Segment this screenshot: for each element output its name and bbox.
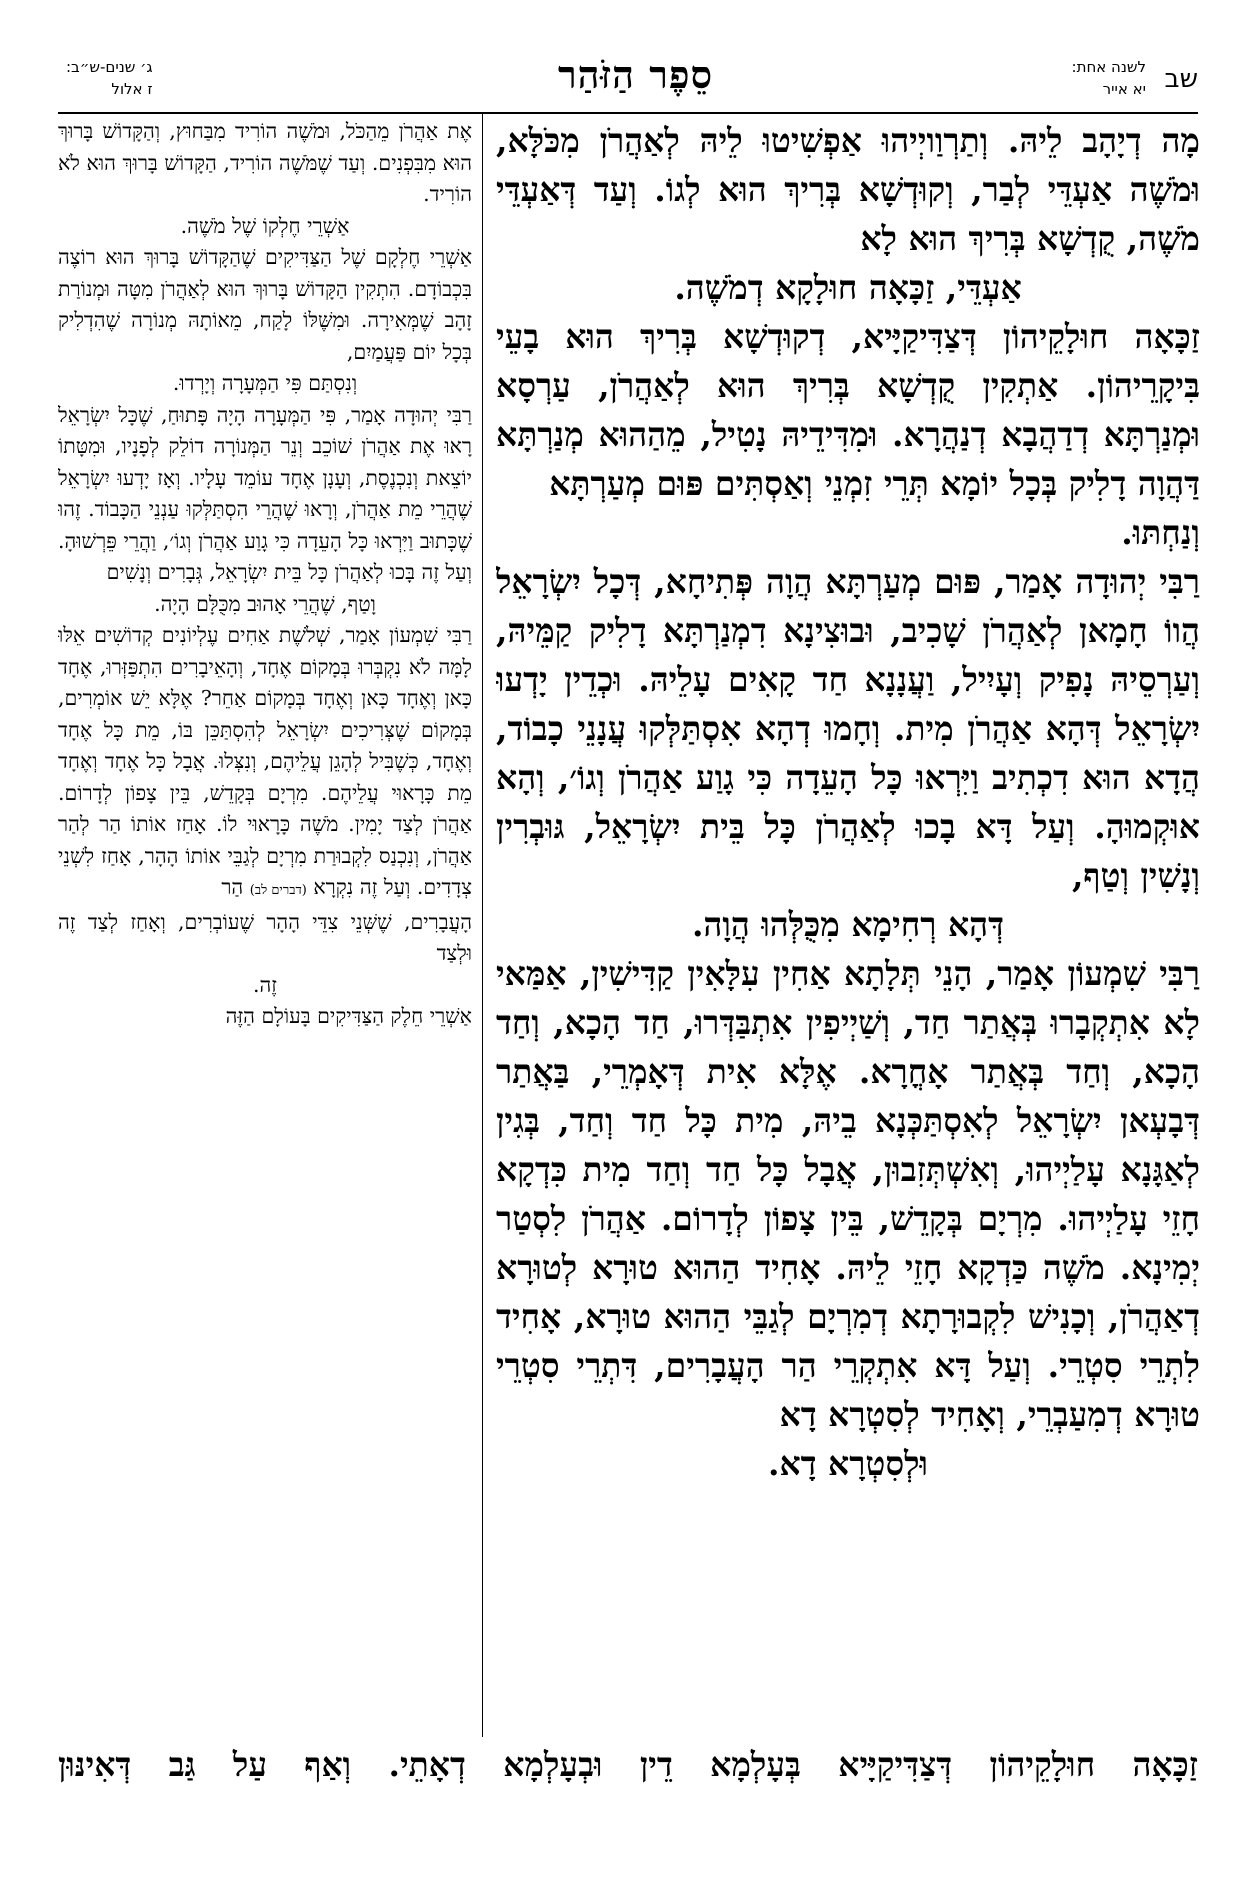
- side-paragraph: וָטַף, שֶׁהֲרֵי אָהוּב מִכֻּלָּם הָיָה.: [154, 591, 376, 616]
- study-schedule-one-year: [1072, 56, 1146, 100]
- side-paragraph: זֶה.: [252, 972, 278, 997]
- side-paragraph: [58, 620, 472, 907]
- side-paragraph: אַשְׁרֵי חֵלֶק הַצַּדִּיקִים בָּעוֹלָם הַזֶּה: [225, 1004, 472, 1028]
- main-paragraph: דְּהָא רְחִימָא מִכֻּלְּהוּ הֲוָה.: [691, 905, 1005, 944]
- page-header: [58, 52, 1198, 108]
- side-paragraph: אַשְׁרֵי חֶלְקָם שֶׁל הַצַּדִּיקִים שֶׁהַקָּדוֹשׁ בָּרוּךְ הוּא רוֹצֶה בִּכְבוֹדָם. הִתְקִין הַקָּדוֹשׁ בָּרוּךְ הוּא לְאַהֲרֹן מִטָּה וּמְנוֹרַת זָהָב שֶׁמְּאִירָה. וּמִשֶּׁלּוֹ לָקַח, מֵאוֹתָהּ מְנוֹרָה שֶׁהִדְלִיק בְּכָל יוֹם פַּעֲמַיִם,: [58, 245, 472, 364]
- side-paragraph: וְנִסְתַּם פִּי הַמְּעָרָה וְיָרְדוּ.: [172, 371, 358, 395]
- side-paragraph: הָעֲבָרִים, שֶׁשְּׁנֵי צִדֵּי הָהָר שֶׁעוֹבְרִים, וְאָחַז לְצַד זֶה וּלְצַד: [58, 909, 472, 965]
- main-paragraph: רַבִּי שִׁמְעוֹן אָמַר, הָנֵי תְּלָתָא אַחִין עִלָּאִין קַדִּישִׁין, אַמַּאי לָא אִתְקְבָרוּ בְּאֲתַר חַד, וְשַׁיְיפִין אִתְבַּדְּרוּ, חַד הָכָא, וְחַד הָכָא, וְחַד בְּאֲתַר אָחֳרָא. אֶלָּא אִית דְּאָמְרֵי, בַּאֲתַר דְּבָעְאן יִשְׂרָאֵל לְאִסְתַּכְּנָא בֵיהּ, מִית כָּל חַד וְחַד, בְּגִין לְאַגָּנָא עָלַיְיהוּ, וְאִשְׁתְּזִבוּן, אֲבָל כָּל חַד וְחַד מִית כִּדְקָא חָזֵי עָלַיְיהוּ. מִרְיָם בְּקָדֵשׁ, בֵּין צָפוֹן לְדָרוֹם. אַהֲרֹן לִסְטַר יְמִינָא. מֹשֶׁה כַּדְקָא חָזֵי לֵיהּ. אָחִיד הַהוּא טוּרָא לְטוּרָא דְאַהֲרֹן, וְכָנִישׁ לִקְבוּרָתָא דְמִרְיָם לְגַבֵּי הַהוּא טוּרָא, אָחִיד לִתְרֵי סִטְרֵי. וְעַל דָּא אִתְקְרֵי הַר הָעֲבָרִים, דִּתְרֵי סִטְרֵי טוּרָא דְמִעַבְרֵי, וְאָחִיד לְסִטְרָא דָא: [496, 954, 1200, 1434]
- main-paragraph: זַכָּאָה חוּלָקֵיהוֹן דְּצַדִּיקַיָּיא, דְקוּדְשָׁא בְּרִיךְ הוּא בָעֵי בִּיקָרֵיהוֹן. אַתְקִין קֻדְשָׁא בְּרִיךְ הוּא לְאַהֲרֹן, עַרְסָא וּמְנַרְתָּא דְדַהֲבָא דְנַהֲרָא. וּמִדִּידֵיהּ נָטִיל, מֵהַהוּא מְנַרְתָּא דַּהֲוָה דָלִיק בְּכָל יוֹמָא תְּרֵי זִמְנֵי וְאַסְתִּים פּוּם מְעַרְתָּא: [496, 317, 1200, 503]
- side-paragraph-text: רַבִּי שִׁמְעוֹן אָמַר, שְׁלֹשֶׁת אַחִים עֶלְיוֹנִים קְדוֹשִׁים אֵלּוּ לָמָּה לֹא נִקְבְּרוּ בְּמָקוֹם אֶחָד, וְהָאֵיבָרִים הִתְפַּזְּרוּ, אֶחָד כָּאן וְאֶחָד כָּאן וְאֶחָד בְּמָקוֹם אַחֵר? אֶלָּא יֵשׁ אוֹמְרִים, בְּמָקוֹם שֶׁצְּרִיכִים יִשְׂרָאֵל לְהִסְתַּכֵּן בּוֹ, מֵת כָּל אֶחָד וְאֶחָד, כְּשֶׁבִּיל לְהָגֵן עֲלֵיהֶם, וְנִצְּלוּ. אֲבָל כָּל אֶחָד וְאֶחָד מֵת כָּרָאוּי עֲלֵיהֶם. מִרְיָם בְּקָדֵשׁ, בֵּין צָפוֹן לְדָרוֹם. אַהֲרֹן לְצַד יָמִין. מֹשֶׁה כָּרָאוּי לוֹ. אָחַז אוֹתוֹ הַר לְהַר אַהֲרֹן, וְנִכְנַס לִקְבוּרַת מִרְיָם לְגַבֵּי אוֹתוֹ הָהָר, אָחַז לִשְׁנֵי צְדָדִים. וְעַל זֶה נִקְרָא: [58, 623, 472, 899]
- schedule-one-year-date: יא אייר: [1102, 80, 1146, 98]
- side-paragraph: אֶת אַהֲרֹן מֵהַכֹּל, וּמֹשֶׁה הוֹרִיד מִבַּחוּץ, וְהַקָּדוֹשׁ בָּרוּךְ הוּא מִבִּפְנִים. וְעַד שֶׁמֹּשֶׁה הוֹרִיד, הַקָּדוֹשׁ בָּרוּךְ הוּא לֹא הוֹרִיד.: [58, 119, 472, 206]
- side-paragraph: אַשְׁרֵי חֶלְקוֹ שֶׁל מֹשֶׁה.: [180, 213, 350, 238]
- main-paragraph: וּלְסִטְרָא דָא.: [767, 1444, 929, 1483]
- aramaic-main-column: [496, 116, 1200, 1736]
- side-paragraph: רַבִּי יְהוּדָה אָמַר, פִּי הַמְּעָרָה הָיָה פָּתוּחַ, שֶׁכָּל יִשְׂרָאֵל רָאוּ אֶת אַהֲרֹן שׁוֹכֵב וְנֵר הַמְּנוֹרָה דוֹלֵק לְפָנָיו, וּמִטָּתוֹ יוֹצֵאת וְנִכְנֶסֶת, וְעָנָן אֶחָד עוֹמֵד עָלָיו. וְאָז יָדְעוּ יִשְׂרָאֵל שֶׁהֲרֵי מֵת אַהֲרֹן, וְרָאוּ שֶׁהֲרֵי הִסְתַּלְּקוּ עַנְנֵי הַכָּבוֹד. זֶהוּ שֶׁכָּתוּב וַיִּרְאוּ כָּל הָעֵדָה כִּי גָוַע אַהֲרֹן וְגוֹ׳, וַהֲרֵי פֵּרְשׁוּהָ. וְעַל זֶה בָּכוּ לְאַהֲרֹן כָּל בֵּית יִשְׂרָאֵל, גְּבָרִים וְנָשִׁים: [58, 402, 472, 584]
- book-title: סֵפֶר הַזֹּהַר: [558, 52, 714, 97]
- schedule-one-year-label: לשנה אחת:: [1071, 58, 1146, 76]
- column-divider: [482, 112, 483, 1737]
- bottom-full-width-line: זַכָּאָה חוּלָקֵיהוֹן דְּצַדִּיקַיָּיא בְּעָלְמָא דֵין וּבְעָלְמָא דְאָתֵי. וְאַף עַל גַּב דְּאִינּוּן: [58, 1745, 1198, 1784]
- main-paragraph: רַבִּי יְהוּדָה אָמַר, פּוּם מְעַרְתָּא הֲוָה פְּתִיחָא, דְּכָל יִשְׂרָאֵל הֲווֹ חָמָאן לְאַהֲרֹן שָׁכִיב, וּבוּצִינָא דִמְנַרְתָּא דָלִיק קַמֵּיהּ, וְעַרְסֵיהּ נָפִיק וְעָיִיל, וַעֲנָנָא חַד קָאִים עָלֵיהּ. וּכְדֵין יָדְעוּ יִשְׂרָאֵל דְּהָא אַהֲרֹן מִית. וְחָמוּ דְהָא אִסְתַּלְּקוּ עֲנָנֵי כָבוֹד, הֲדָא הוּא דִכְתִיב וַיִּרְאוּ כָּל הָעֵדָה כִּי גָוַע אַהֲרֹן וְגוֹ׳, וְהָא אוּקְמוּהָ. וְעַל דָּא בָכוּ לְאַהֲרֹן כָּל בֵּית יִשְׂרָאֵל, גּוּבְרִין וְנָשִׁין וְטַף,: [496, 562, 1200, 895]
- main-paragraph: אַעְדֵּי, זַכָּאָה חוּלָקָא דְמֹשֶׁה.: [674, 268, 1022, 307]
- main-paragraph: וְנַחְתּוּ.: [1121, 513, 1200, 552]
- schedule-three-years-label: ג׳ שנים-ש״ב:: [66, 58, 153, 76]
- schedule-three-years-date: ז אלול: [111, 80, 153, 98]
- main-paragraph: מָה דְיָהָב לֵיהּ. וְתַרְוַויְיהוּ אַפְשִׁיטוּ לֵיהּ לְאַהֲרֹן מִכֹּלָּא, וּמֹשֶׁה אַעְדֵּי לְבַר, וְקוּדְשָׁא בְּרִיךְ הוּא לְגוֹ. וְעַד דְּאַעְדֵּי מֹשֶׁה, קֻדְשָׁא בְּרִיךְ הוּא לָא: [496, 121, 1200, 258]
- study-schedule-three-years: [66, 56, 153, 100]
- hebrew-translation-column: [58, 116, 472, 1736]
- reference-tail: הַר: [221, 875, 244, 899]
- verse-reference: (דברים לב): [249, 883, 307, 898]
- page-label: שב: [1164, 64, 1198, 94]
- header-rule: [58, 112, 1198, 114]
